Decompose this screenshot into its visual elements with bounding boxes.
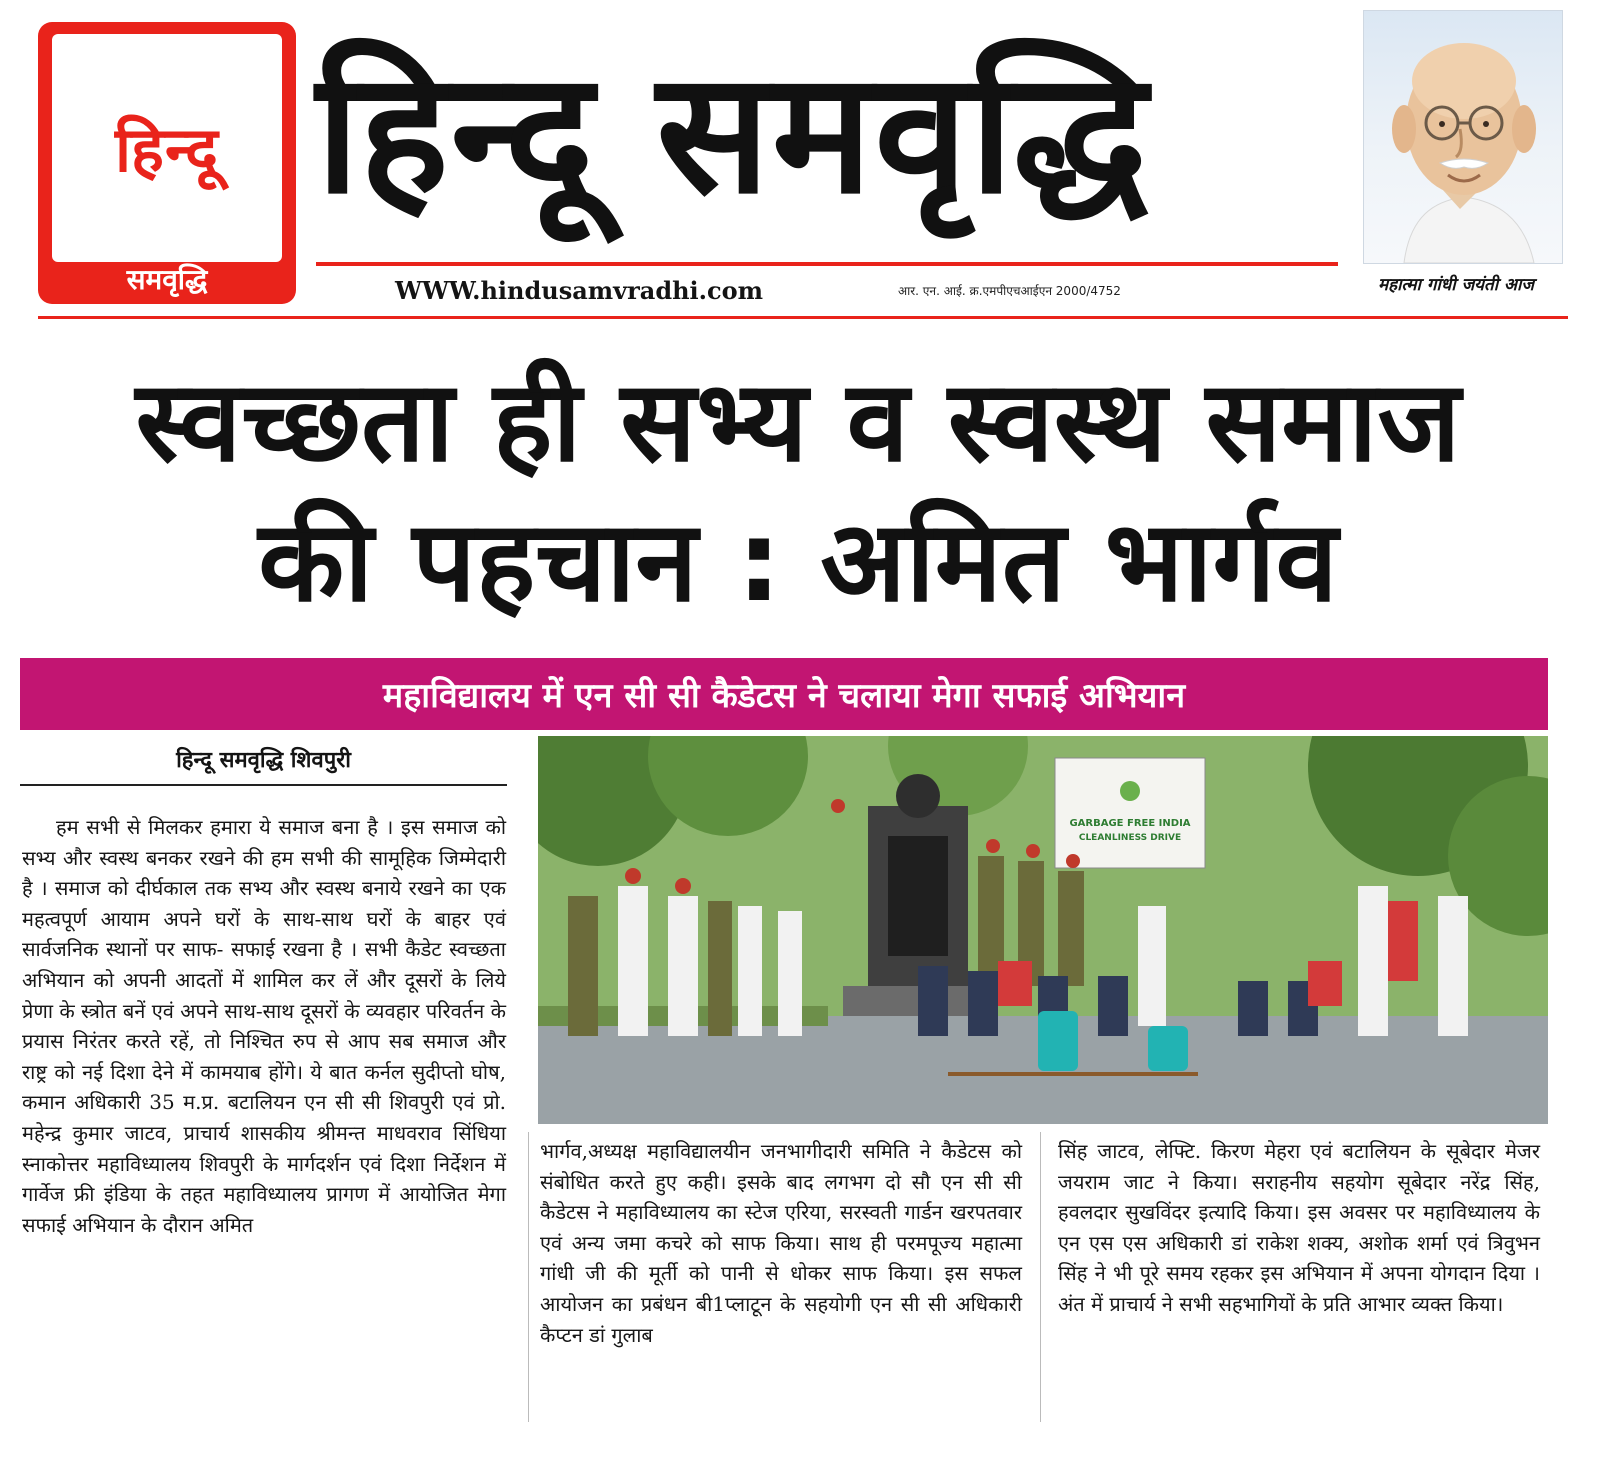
newspaper-logo	[38, 22, 296, 304]
article-column-1	[22, 812, 506, 1240]
byline: हिन्दू समवृद्धि शिवपुरी	[176, 748, 351, 773]
article-photo	[538, 736, 1548, 1124]
subheadline-bar	[20, 658, 1548, 730]
photo-banner-line-1: GARBAGE FREE INDIA	[1069, 818, 1191, 829]
gandhi-portrait-image	[1363, 10, 1563, 264]
subheadline: महाविद्यालय में एन सी सी कैडेटस ने चलाया मेगा सफाई अभियान	[382, 676, 1186, 716]
article-column-2	[540, 1136, 1022, 1350]
column-divider	[528, 1132, 529, 1422]
column-divider	[1040, 1132, 1041, 1422]
headline-line-2: की पहचान : अमित भार्गव	[258, 497, 1338, 627]
header-rule	[38, 316, 1568, 319]
website-link[interactable]: WWW.hindusamvradhi.com	[395, 276, 764, 305]
column-1-text: हम सभी से मिलकर हमारा ये समाज बना है । इस समाज को सभ्य और स्वस्थ बनकर रखने की हम सभी की सामूहिक जिम्मेदारी है । समाज को दीर्घकाल तक सभ्य और स्वस्थ बनाये रखने का एक महत्वपूर्ण आयाम अपने घरों के साथ-साथ घरों के बाहर एवं सार्वजनिक स्थानों पर साफ- सफाई रखना है । सभी कैडेट स्वच्छता अभियान को अपनी आदतों में शामिल कर लें और दूसरों के लिये प्रेणा के स्त्रोत बनें एवं अपने साथ-साथ दूसरों के व्यवहार परिवर्तन के प्रयास निरंतर करते रहें, तो निश्चित रुप से आप सब समाज और राष्ट्र को नई दिशा देने में कामयाब होंगे। ये बात कर्नल सुदीप्तो घोष, कमान अधिकारी 35 म.प्र. बटालियन एन सी सी शिवपुरी एवं प्रो. महेन्द्र कुमार जाटव, प्राचार्य शासकीय श्रीमन्त माधवराव सिंधिया स्नाकोत्तर महाविध्यालय शिवपुरी के मार्गदर्शन एवं दिशा निर्देशन में गार्वेज फ्री इंडिया के तहत महाविध्यालय प्रागण में आयोजित मेगा सफाई अभियान के दौरान अमित	[22, 815, 506, 1237]
masthead-divider	[316, 262, 1338, 266]
portrait-caption: महात्मा गांधी जयंती आज	[1377, 275, 1535, 295]
headline-line-1: स्वच्छता ही सभ्य व स्वस्थ समाज	[135, 357, 1461, 487]
photo-banner-line-2: CLEANLINESS DRIVE	[1078, 833, 1182, 843]
article-headline	[18, 352, 1578, 632]
column-2-text: भार्गव,अध्यक्ष महाविद्यालयीन जनभागीदारी समिति ने कैडेटस को संबोधित करते हुए कही। इसके बाद लगभग दो सौ एन सी सी कैडेटस ने महाविध्यालय का स्टेज एरिया, सरस्वती गार्डन खरपतवार एवं अन्य जमा कचरे को साफ किया। साथ ही परमपूज्य महात्मा गांधी जी की मूर्ती को पानी से धोकर साफ किया। इस सफल आयोजन का प्रबंधन बी1प्लाटून के सहयोगी एन सी सी अधिकारी कैप्टन डां गुलाब	[540, 1139, 1022, 1347]
logo-inner	[52, 34, 282, 262]
column-3-text: सिंह जाटव, लेफ्टि. किरण मेहरा एवं बटालियन के सूबेदार मेजर जयराम जाट ने किया। सराहनीय सहयोग सूबेदार नरेंद्र सिंह, हवलदार सुखविंदर इत्यादि किया। इस अवसर पर महाविध्यालय के एन एस एस अधिकारी डां राकेश शक्य, अशोक शर्मा एवं त्रिवुभन सिंह ने भी पूरे समय रहकर इस अभियान में अपना योगदान दिया । अंत में प्राचार्य ने सभी सहभागियों के प्रति आभार व्यक्त किया।	[1058, 1139, 1540, 1316]
byline-rule	[20, 784, 507, 786]
newspaper-title: हिन्दू समवृद्धि	[316, 35, 1150, 231]
logo-word: हिन्दू	[114, 113, 220, 186]
article-column-3	[1058, 1136, 1540, 1320]
logo-subtitle: समवृद्धि	[126, 263, 208, 296]
registration-number: आर. एन. आई. क्र.एमपीएचआईएन 2000/4752	[898, 284, 1121, 298]
